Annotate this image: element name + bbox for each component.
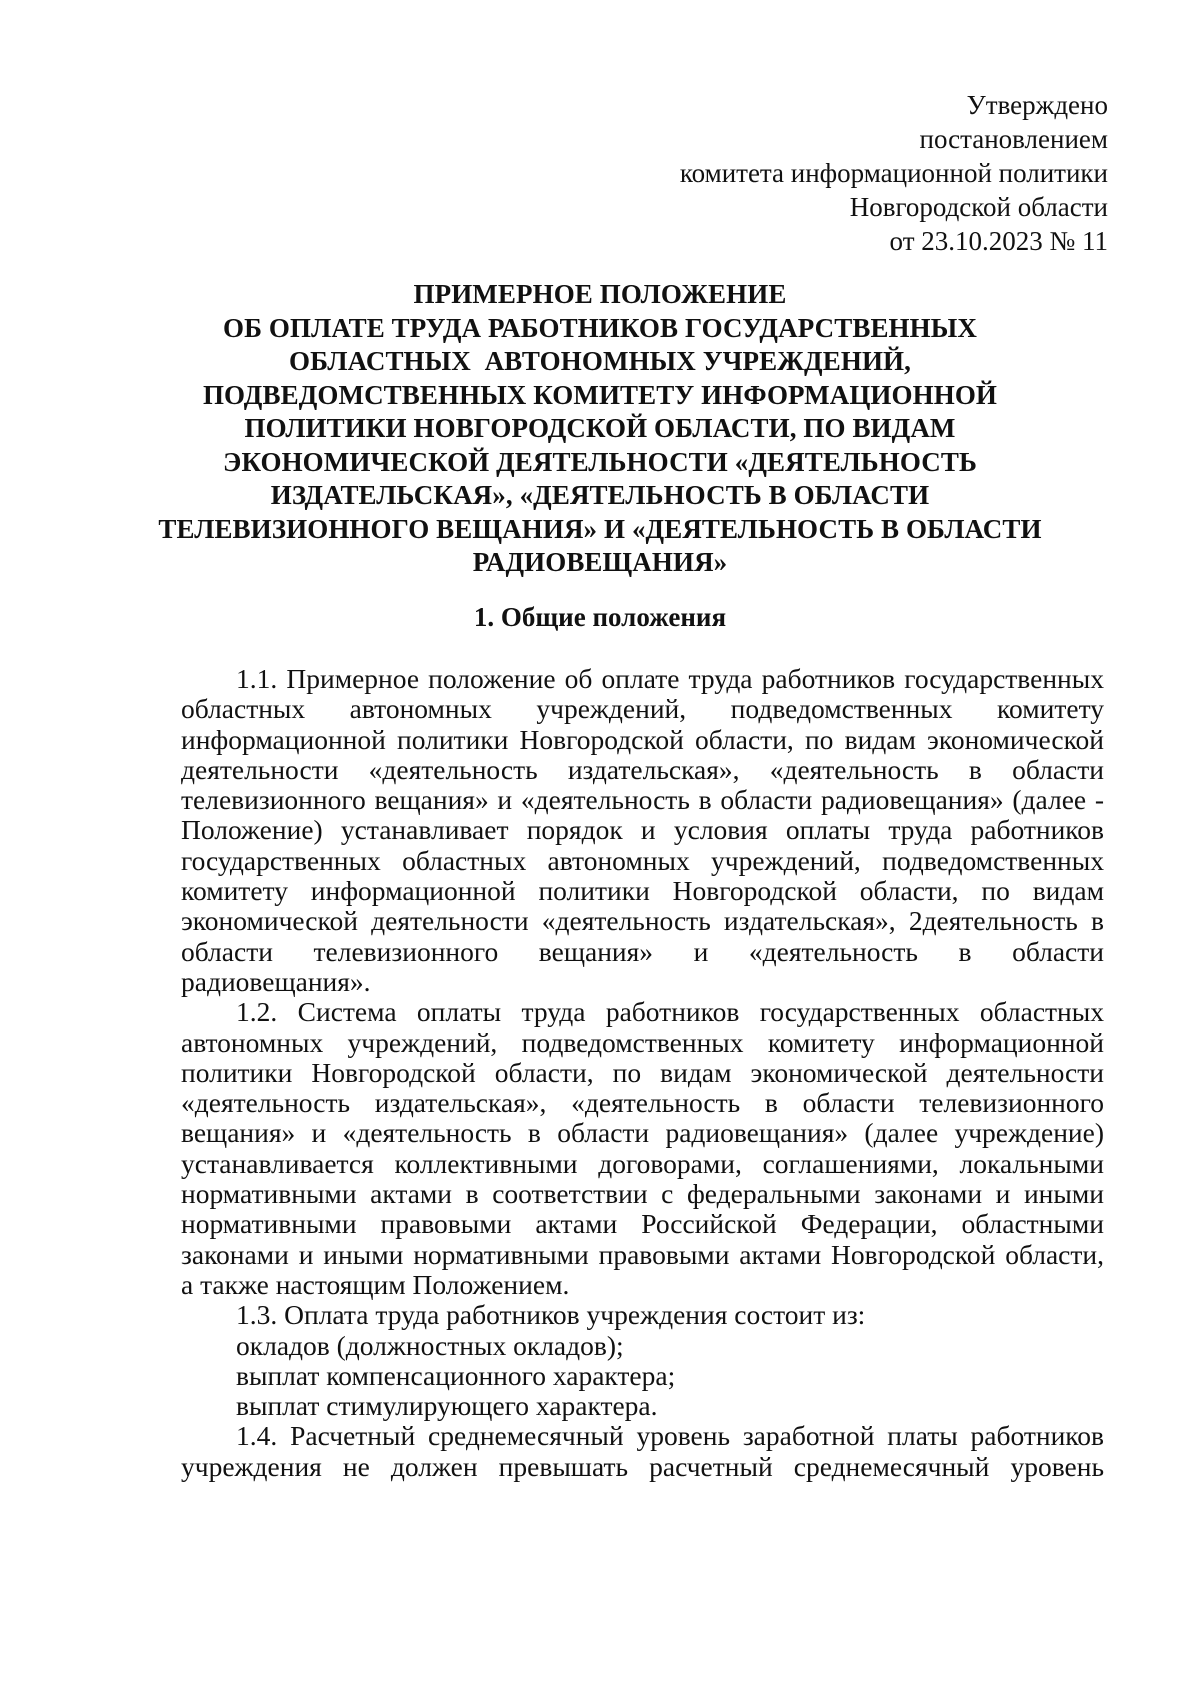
paragraph-line: нормативными актами в соответствии с федеральными законами и иными (181, 1178, 1104, 1210)
document-title (150, 278, 1050, 580)
paragraph-line: комитету информационной политики Новгородской области, по видам (181, 875, 1104, 907)
paragraph-line: учреждения не должен превышать расчетный среднемесячный уровень (181, 1450, 1104, 1482)
approval-line: постановлением (919, 124, 1108, 154)
title-line: ИЗДАТЕЛЬСКАЯ», «ДЕЯТЕЛЬНОСТЬ В ОБЛАСТИ (270, 480, 930, 510)
paragraph-line: государственных областных автономных учреждений, подведомственных (181, 844, 1104, 876)
paragraph-line: областных автономных учреждений, подведомственных комитету (181, 693, 1104, 725)
paragraph-line: экономической деятельности «деятельность издательская», 2деятельность в (181, 905, 1104, 937)
document-body (181, 664, 1104, 1482)
title-line: РАДИОВЕЩАНИЯ» (472, 547, 728, 577)
approval-stamp (588, 88, 1108, 258)
paragraph-line: телевизионного вещания» и «деятельность в области радиовещания» (далее - (181, 784, 1104, 816)
paragraph-line: 1.1. Примерное положение об оплате труда работников государственных (236, 663, 1104, 694)
approval-line: Новгородской области (849, 192, 1108, 222)
approval-line: комитета информационной политики (679, 158, 1108, 188)
paragraph-line: политики Новгородской области, по видам экономической деятельности (181, 1056, 1104, 1088)
paragraph-line: вещания» и «деятельность в области радиовещания» (далее учреждение) (181, 1117, 1104, 1149)
paragraph-line: деятельности «деятельность издательская», «деятельность в области (181, 753, 1104, 785)
paragraph-line: области телевизионного вещания» и «деятельность в области (181, 935, 1104, 967)
section-heading: 1. Общие положения (473, 602, 727, 632)
list-item: выплат компенсационного характера; (236, 1359, 676, 1391)
paragraph-line: информационной политики Новгородской области, по видам экономической (181, 723, 1104, 755)
paragraph-line: 1.4. Расчетный среднемесячный уровень заработной платы работников (236, 1420, 1104, 1452)
paragraph-line: радиовещания». (181, 965, 371, 997)
paragraph-line: «деятельность издательская», «деятельность в области телевизионного (181, 1087, 1104, 1119)
paragraph-line: законами и иными нормативными правовыми актами Новгородской области, (181, 1238, 1104, 1270)
title-line: ПОДВЕДОМСТВЕННЫХ КОМИТЕТУ ИНФОРМАЦИОННОЙ (202, 379, 998, 410)
paragraph-line: а также настоящим Положением. (181, 1268, 570, 1300)
paragraph-line: 1.2. Система оплаты труда работников государственных областных (236, 996, 1104, 1028)
paragraph-line: устанавливается коллективными договорами, соглашениями, локальными (181, 1147, 1104, 1179)
paragraph-line: Положение) устанавливает порядок и условия оплаты труда работников (181, 814, 1104, 846)
title-line: ПРИМЕРНОЕ ПОЛОЖЕНИЕ (413, 279, 787, 309)
title-line: ТЕЛЕВИЗИОННОГО ВЕЩАНИЯ» И «ДЕЯТЕЛЬНОСТЬ В ОБЛАСТИ (158, 513, 1042, 544)
list-item: окладов (должностных окладов); (236, 1329, 624, 1361)
paragraph-line: 1.3. Оплата труда работников учреждения состоит из: (236, 1299, 866, 1331)
approval-line: от 23.10.2023 № 11 (889, 226, 1108, 256)
paragraph-line: нормативными правовыми актами Российской Федерации, областными (181, 1208, 1104, 1240)
title-line: ЭКОНОМИЧЕСКОЙ ДЕЯТЕЛЬНОСТИ «ДЕЯТЕЛЬНОСТЬ (223, 446, 977, 477)
title-line: ПОЛИТИКИ НОВГОРОДСКОЙ ОБЛАСТИ, ПО ВИДАМ (244, 413, 956, 443)
title-line: ОБЛАСТНЫХ АВТОНОМНЫХ УЧРЕЖДЕНИЙ, (289, 346, 911, 376)
approval-line: Утверждено (966, 90, 1108, 120)
paragraph-line: автономных учреждений, подведомственных комитету информационной (181, 1026, 1104, 1058)
title-line: ОБ ОПЛАТЕ ТРУДА РАБОТНИКОВ ГОСУДАРСТВЕННЫХ (223, 312, 977, 343)
list-item: выплат стимулирующего характера. (236, 1390, 658, 1422)
